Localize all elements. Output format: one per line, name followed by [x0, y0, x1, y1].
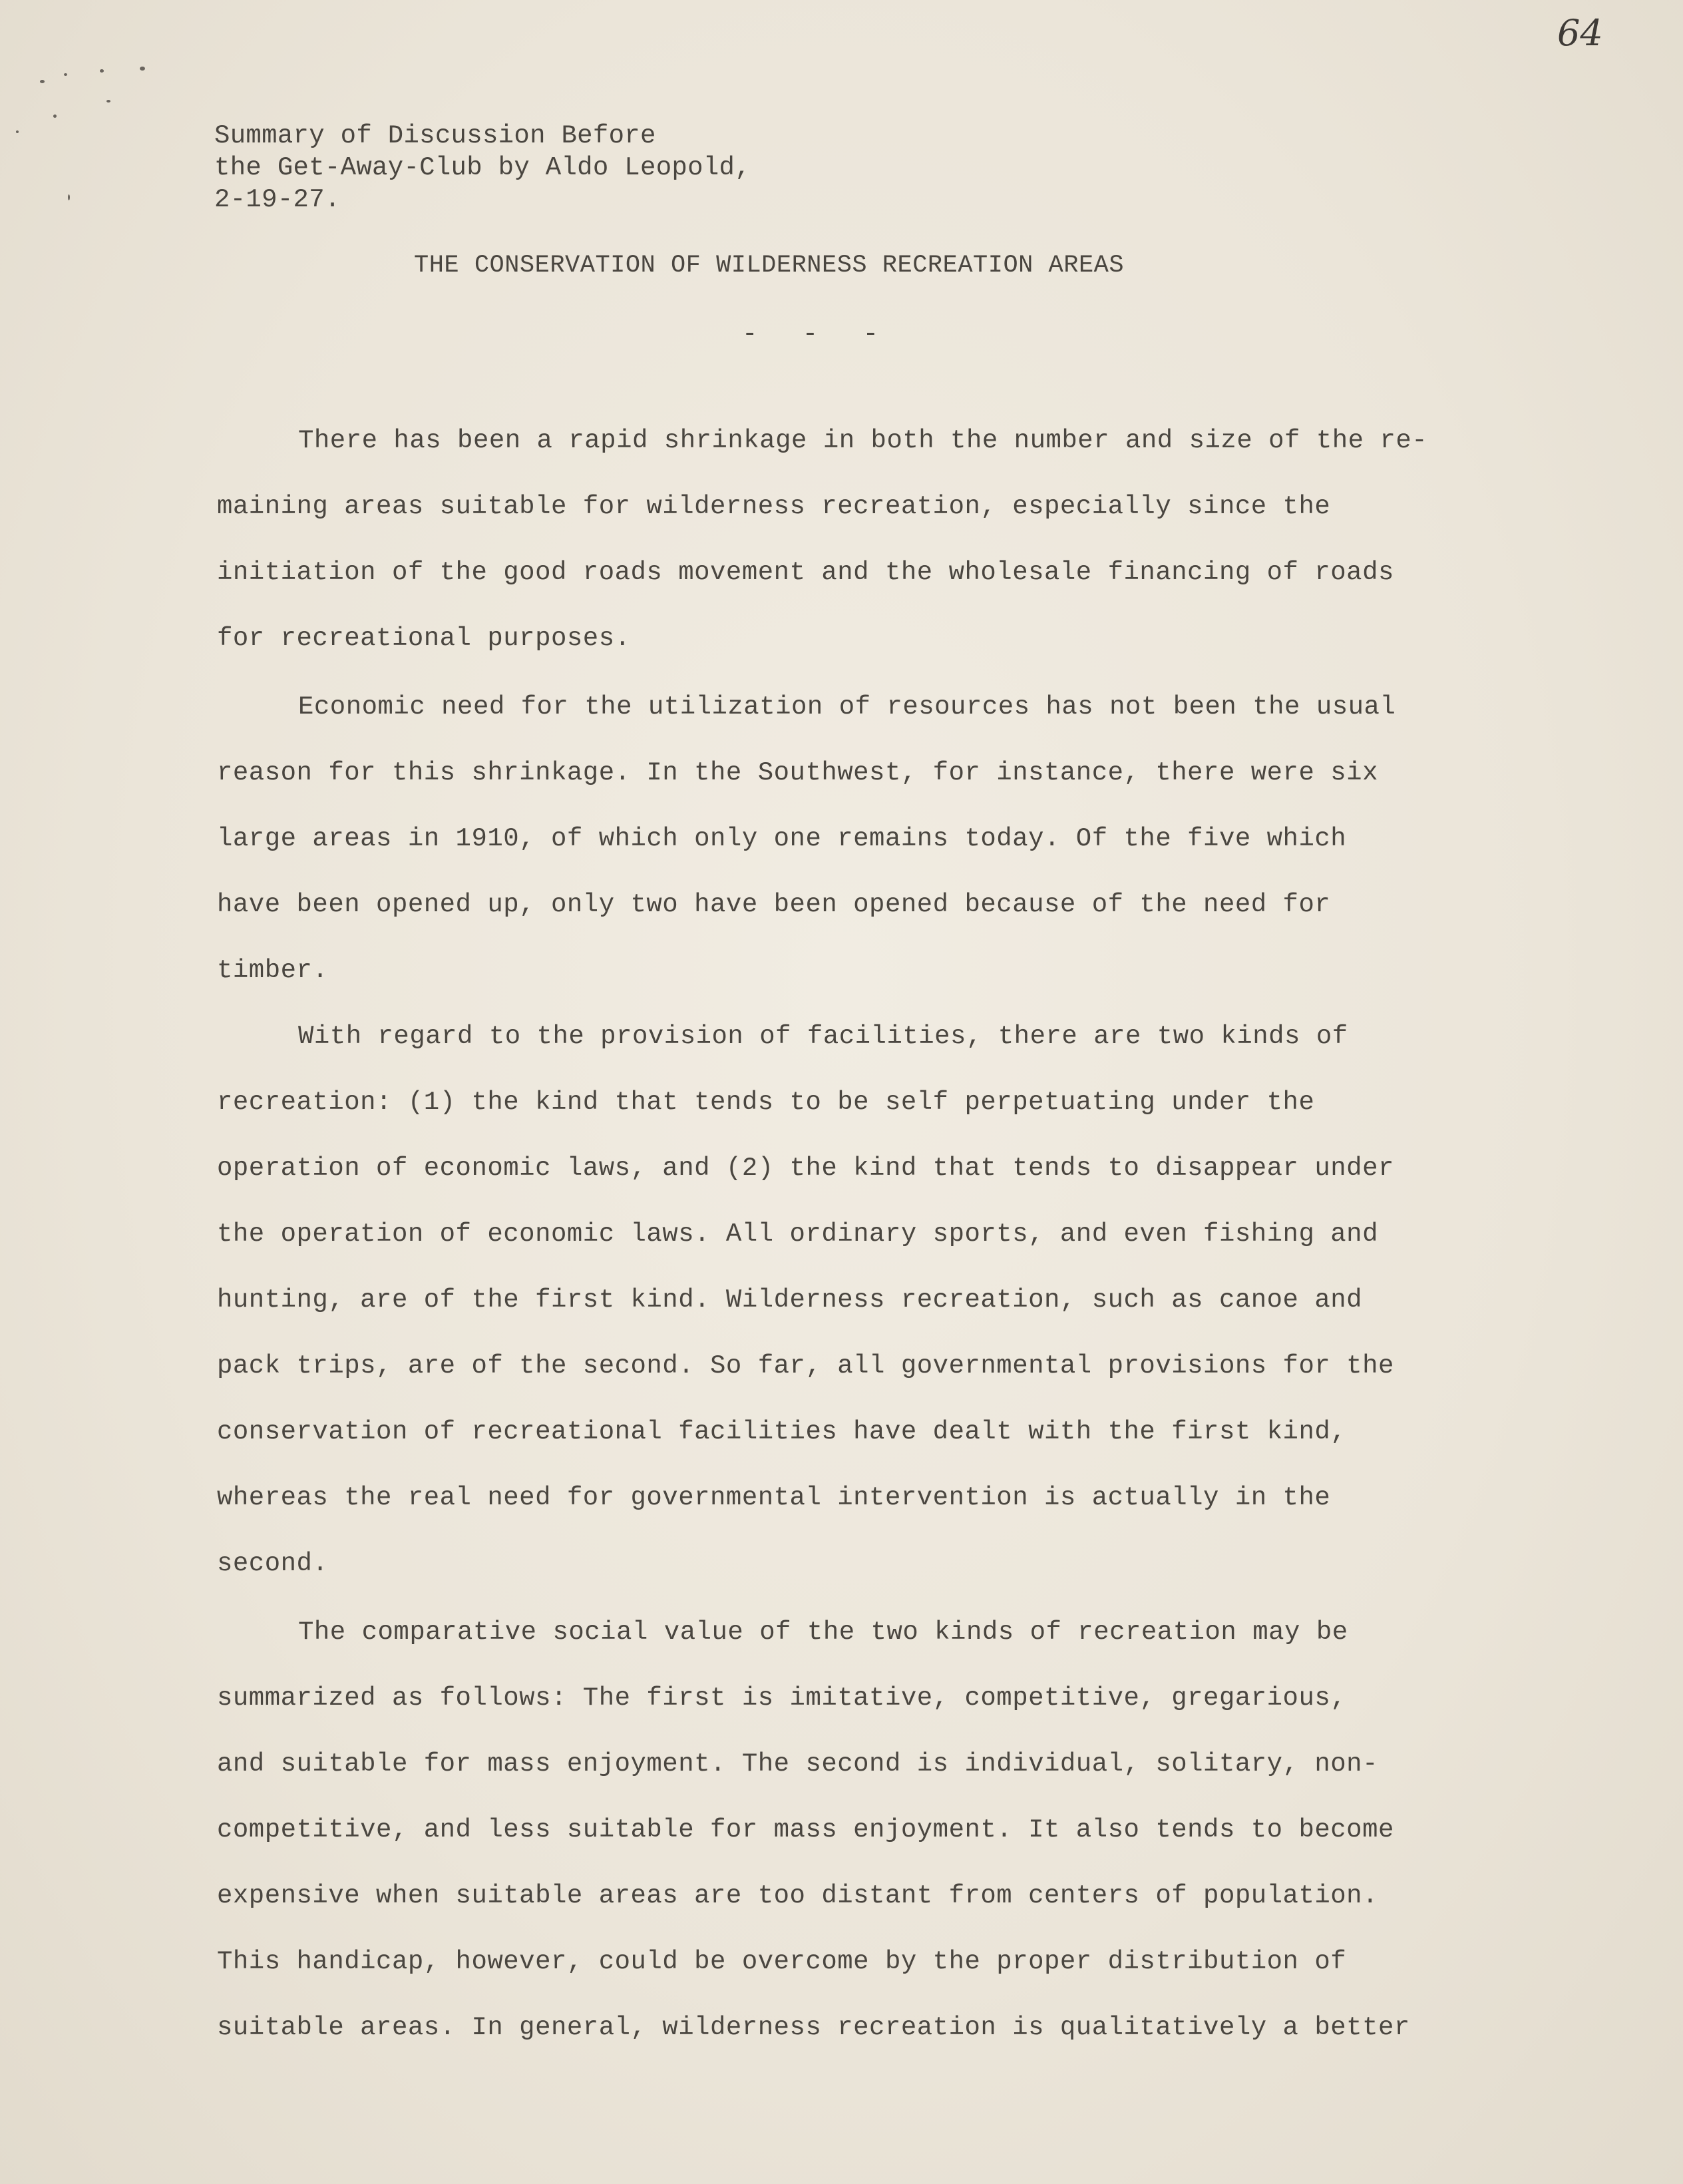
body-line: whereas the real need for governmental intervention is actually in the: [217, 1483, 1331, 1512]
body-line: pack trips, are of the second. So far, all governmental provisions for the: [217, 1351, 1394, 1381]
page-number: 64: [1557, 12, 1603, 54]
ink-speck: [53, 114, 57, 118]
ink-speck: [40, 80, 45, 83]
document-title: THE CONSERVATION OF WILDERNESS RECREATION AREAS: [414, 252, 1125, 280]
body-line: With regard to the provision of facilities, there are two kinds of: [298, 1022, 1348, 1051]
ink-speck: [140, 67, 145, 71]
body-line: maining areas suitable for wilderness recreation, especially since the: [217, 492, 1331, 521]
body-line: conservation of recreational facilities have dealt with the first kind,: [217, 1417, 1347, 1446]
body-line: reason for this shrinkage. In the Southwest, for instance, there were six: [217, 758, 1378, 787]
ink-speck: [100, 69, 104, 73]
ink-speck: [64, 73, 67, 76]
body-line: The comparative social value of the two kinds of recreation may be: [298, 1618, 1348, 1647]
ink-speck: [16, 130, 19, 133]
body-line: for recreational purposes.: [217, 624, 631, 653]
body-line: summarized as follows: The first is imitative, competitive, gregarious,: [217, 1683, 1347, 1713]
body-line: suitable areas. In general, wilderness recreation is qualitatively a better: [217, 2013, 1410, 2042]
header-line-date: 2-19-27.: [214, 185, 341, 214]
document-header: [214, 120, 751, 216]
body-line: have been opened up, only two have been opened because of the need for: [217, 890, 1331, 919]
body-line: second.: [217, 1549, 329, 1578]
body-line: recreation: (1) the kind that tends to be self perpetuating under the: [217, 1088, 1315, 1117]
ink-speck: [68, 194, 70, 200]
body-line: operation of economic laws, and (2) the kind that tends to disappear under: [217, 1154, 1394, 1183]
body-line: the operation of economic laws. All ordinary sports, and even fishing and: [217, 1219, 1378, 1249]
body-line: competitive, and less suitable for mass enjoyment. It also tends to become: [217, 1815, 1394, 1845]
body-line: and suitable for mass enjoyment. The second is individual, solitary, non-: [217, 1749, 1378, 1779]
title-divider: - - -: [742, 320, 894, 349]
header-line-subject: Summary of Discussion Before: [214, 121, 656, 150]
body-line: Economic need for the utilization of resources has not been the usual: [298, 692, 1396, 722]
body-line: expensive when suitable areas are too distant from centers of population.: [217, 1881, 1378, 1910]
header-line-author: the Get-Away-Club by Aldo Leopold,: [214, 153, 751, 182]
body-line: There has been a rapid shrinkage in both the number and size of the re-: [298, 426, 1428, 455]
ink-speck: [106, 100, 110, 103]
body-line: This handicap, however, could be overcome by the proper distribution of: [217, 1947, 1347, 1976]
body-line: timber.: [217, 956, 329, 985]
body-line: large areas in 1910, of which only one remains today. Of the five which: [217, 824, 1347, 853]
body-line: hunting, are of the first kind. Wilderness recreation, such as canoe and: [217, 1285, 1363, 1315]
body-line: initiation of the good roads movement and the wholesale financing of roads: [217, 558, 1394, 587]
